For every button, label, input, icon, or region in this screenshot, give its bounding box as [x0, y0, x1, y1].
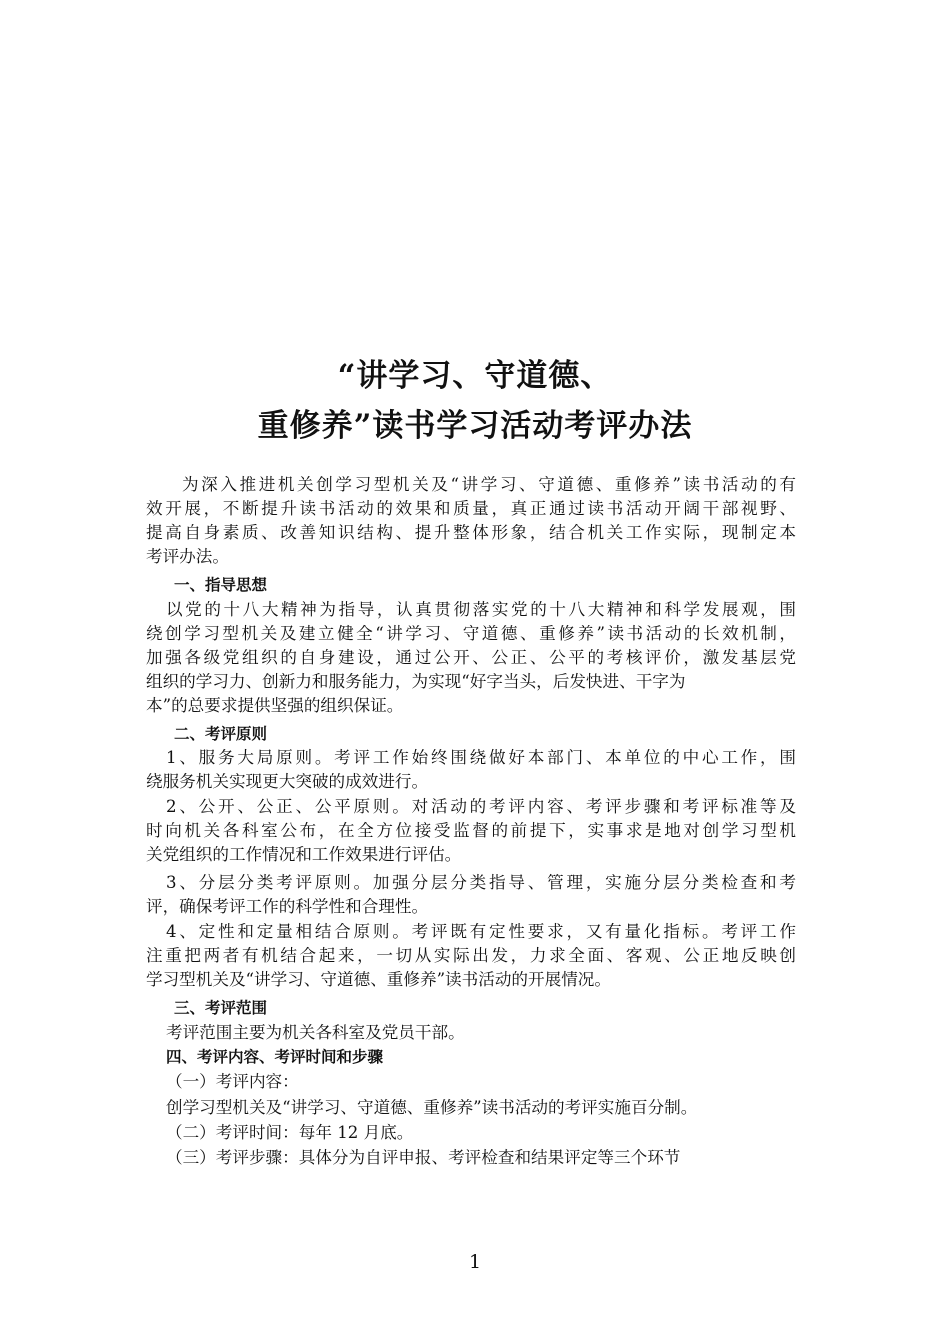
section-heading-evaluation-principles: 二、考评原则	[174, 725, 268, 743]
section-heading-content-time-steps: 四、考评内容、考评时间和步骤	[166, 1048, 384, 1066]
section2-line: 关党组织的工作情况和工作效果进行评估。	[146, 845, 462, 864]
section4-line: 创学习型机关及“讲学习、守道德、重修养”读书活动的考评实施百分制。	[166, 1098, 698, 1117]
intro-line: 效开展，不断提升读书活动的效果和质量，真正通过读书活动开阔干部视野、	[146, 499, 796, 518]
section2-line: 学习型机关及“讲学习、守道德、重修养”读书活动的开展情况。	[146, 970, 611, 989]
section4-line: （二）考评时间：每年 12 月底。	[166, 1123, 414, 1142]
section1-line: 加强各级党组织的自身建设，通过公开、公正、公平的考核评价，激发基层党	[146, 648, 796, 667]
section2-line: 注重把两者有机结合起来，一切从实际出发，力求全面、客观、公正地反映创	[146, 946, 796, 965]
document-title-line-1: “讲学习、守道德、	[337, 358, 613, 394]
section2-line: 3、分层分类考评原则。加强分层分类指导、管理，实施分层分类检查和考	[166, 873, 796, 892]
section1-line: 以党的十八大精神为指导，认真贯彻落实党的十八大精神和科学发展观，围	[166, 600, 796, 619]
intro-line: 提高自身素质、改善知识结构、提升整体形象，结合机关工作实际，现制定本	[146, 523, 796, 542]
intro-line: 考评办法。	[146, 547, 229, 566]
section-heading-guiding-ideology: 一、指导思想	[174, 576, 268, 594]
page-number: 1	[468, 1251, 482, 1273]
intro-line: 为深入推进机关创学习型机关及“讲学习、守道德、重修养”读书活动的有	[182, 475, 796, 494]
section1-line: 组织的学习力、创新力和服务能力，为实现“好字当头，后发快进、干字为	[146, 672, 686, 691]
section-heading-evaluation-scope: 三、考评范围	[174, 999, 268, 1017]
section2-line: 2、公开、公正、公平原则。对活动的考评内容、考评步骤和考评标准等及	[166, 797, 796, 816]
section4-line: （一）考评内容：	[166, 1072, 299, 1091]
section4-line: （三）考评步骤：具体分为自评申报、考评检查和结果评定等三个环节	[166, 1148, 681, 1167]
section2-line: 评，确保考评工作的科学性和合理性。	[146, 897, 429, 916]
section2-line: 时向机关各科室公布，在全方位接受监督的前提下，实事求是地对创学习型机	[146, 821, 796, 840]
section3-line: 考评范围主要为机关各科室及党员干部。	[166, 1023, 465, 1042]
section2-line: 绕服务机关实现更大突破的成效进行。	[146, 772, 429, 791]
section1-line: 绕创学习型机关及建立健全“讲学习、守道德、重修养”读书活动的长效机制，	[146, 624, 796, 643]
section2-line: 1、服务大局原则。考评工作始终围绕做好本部门、本单位的中心工作，围	[166, 748, 796, 767]
section1-line: 本”的总要求提供坚强的组织保证。	[146, 696, 404, 715]
document-title-line-2: 重修养”读书学习活动考评办法	[257, 408, 693, 444]
section2-line: 4、定性和定量相结合原则。考评既有定性要求，又有量化指标。考评工作	[166, 922, 796, 941]
